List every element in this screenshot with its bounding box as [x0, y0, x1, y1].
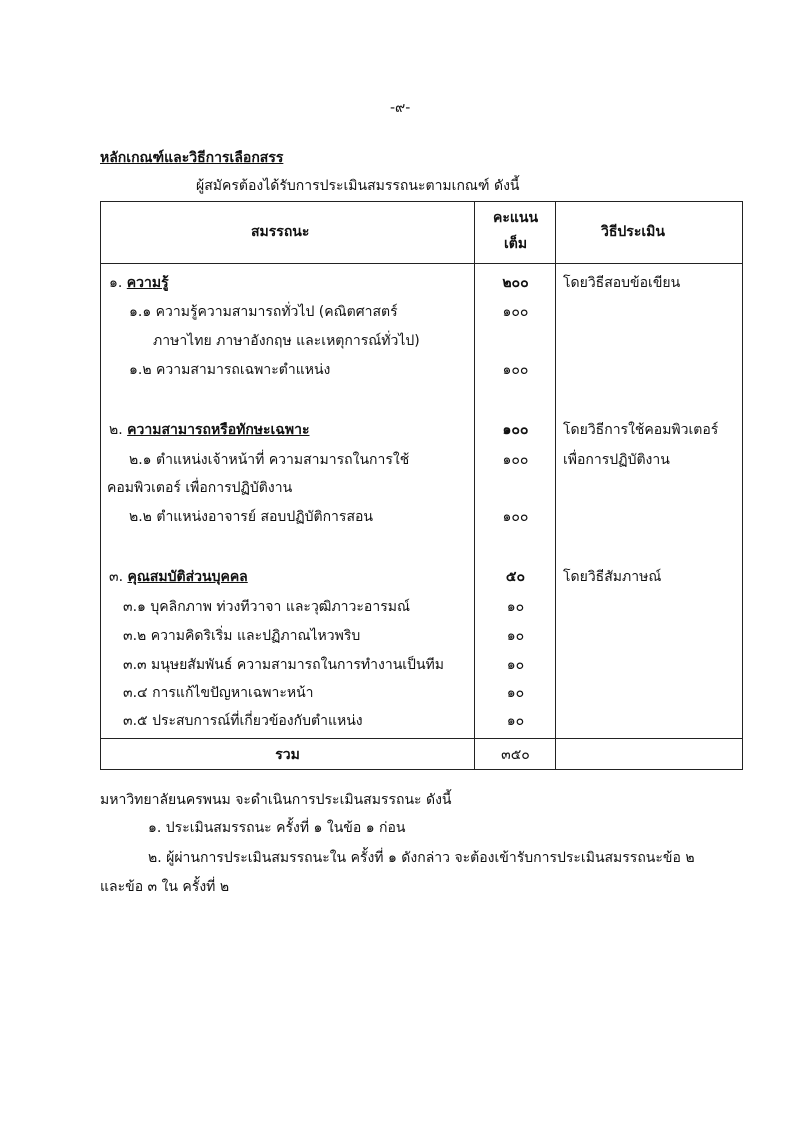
table-row: ๓.๒ ความคิดริเริ่ม และปฏิภาณไหวพริบ	[123, 628, 361, 644]
row-score: ๑๐๐	[502, 362, 529, 378]
row-number: ๓.	[109, 569, 128, 585]
table-row	[109, 273, 169, 293]
table-row	[109, 567, 248, 587]
table-row: ๑.๒ ความสามารถเฉพาะตำแหน่ง	[129, 362, 331, 378]
table-row: ๒.๑ ตำแหน่งเจ้าหน้าที่ ความสามารถในการใช้	[129, 452, 410, 468]
row-method: โดยวิธีสอบข้อเขียน	[563, 275, 681, 291]
table-row: ๓.๑ บุคลิกภาพ ท่วงทีวาจา และวุฒิภาวะอารมณ์	[123, 599, 410, 615]
footer-line: มหาวิทยาลัยนครพนม จะดำเนินการประเมินสมรรถนะ ดังนี้	[100, 792, 452, 808]
header-divider	[101, 263, 742, 264]
row-number: ๒.	[109, 422, 128, 438]
competency-table	[100, 201, 743, 770]
footer-line: และข้อ ๓ ใน ครั้งที่ ๒	[100, 879, 230, 895]
row-score: ๑๐๐	[502, 422, 529, 438]
section-title: คุณสมบัติส่วนบุคคล	[127, 569, 248, 585]
table-row: ๓.๓ มนุษยสัมพันธ์ ความสามารถในการทำงานเป็นทีม	[123, 657, 444, 673]
row-score: ๒๐๐	[502, 275, 529, 291]
section-title: ความรู้	[126, 275, 169, 291]
row-method: เพื่อการปฏิบัติงาน	[563, 452, 670, 468]
row-score: ๑๐	[506, 657, 525, 673]
total-label: รวม	[275, 747, 300, 763]
row-method: โดยวิธีการใช้คอมพิวเตอร์	[563, 422, 719, 438]
row-score: ๑๐	[506, 685, 525, 701]
table-row: ๑.๑ ความรู้ความสามารถทั่วไป (คณิตศาสตร์	[129, 304, 398, 320]
table-row: ๒.๒ ตำแหน่งอาจารย์ สอบปฏิบัติการสอน	[129, 509, 373, 525]
row-score: ๑๐๐	[502, 509, 529, 525]
row-method: โดยวิธีสัมภาษณ์	[563, 569, 662, 585]
table-row-continued: ภาษาไทย ภาษาอังกฤษ และเหตุการณ์ทั่วไป)	[153, 333, 420, 349]
table-row-continued: คอมพิวเตอร์ เพื่อการปฏิบัติงาน	[107, 480, 293, 496]
intro-text: ผู้สมัครต้องได้รับการประเมินสมรรถนะตามเกณฑ์ ดังนี้	[196, 178, 520, 194]
section-title: ความสามารถหรือทักษะเฉพาะ	[127, 422, 310, 438]
section-heading: หลักเกณฑ์และวิธีการเลือกสรร	[100, 150, 284, 166]
footer-line: ๒. ผู้ผ่านการประเมินสมรรถนะใน ครั้งที่ ๑ ดังกล่าว จะต้องเข้ารับการประเมินสมรรถนะข้อ ๒	[148, 850, 695, 866]
footer-line: ๑. ประเมินสมรรถนะ ครั้งที่ ๑ ในข้อ ๑ ก่อน	[148, 820, 406, 836]
header-score-line1: คะแนน	[492, 210, 539, 226]
row-score: ๑๐๐	[502, 452, 529, 468]
table-row	[109, 420, 310, 440]
row-number: ๑.	[109, 275, 127, 291]
total-score: ๓๕๐	[501, 747, 530, 763]
row-score: ๕๐	[505, 569, 526, 585]
row-score: ๑๐	[506, 628, 525, 644]
header-method: วิธีประเมิน	[601, 224, 665, 240]
row-score: ๑๐๐	[502, 304, 529, 320]
total-divider	[101, 738, 742, 739]
page-number: -๙-	[390, 100, 411, 116]
table-row: ๓.๔ การแก้ไขปัญหาเฉพาะหน้า	[123, 685, 314, 701]
row-score: ๑๐	[506, 599, 525, 615]
header-competency: สมรรถนะ	[251, 224, 310, 240]
header-score-line2: เต็ม	[503, 236, 528, 252]
table-row: ๓.๕ ประสบการณ์ที่เกี่ยวข้องกับตำแหน่ง	[123, 713, 363, 729]
row-score: ๑๐	[506, 713, 525, 729]
